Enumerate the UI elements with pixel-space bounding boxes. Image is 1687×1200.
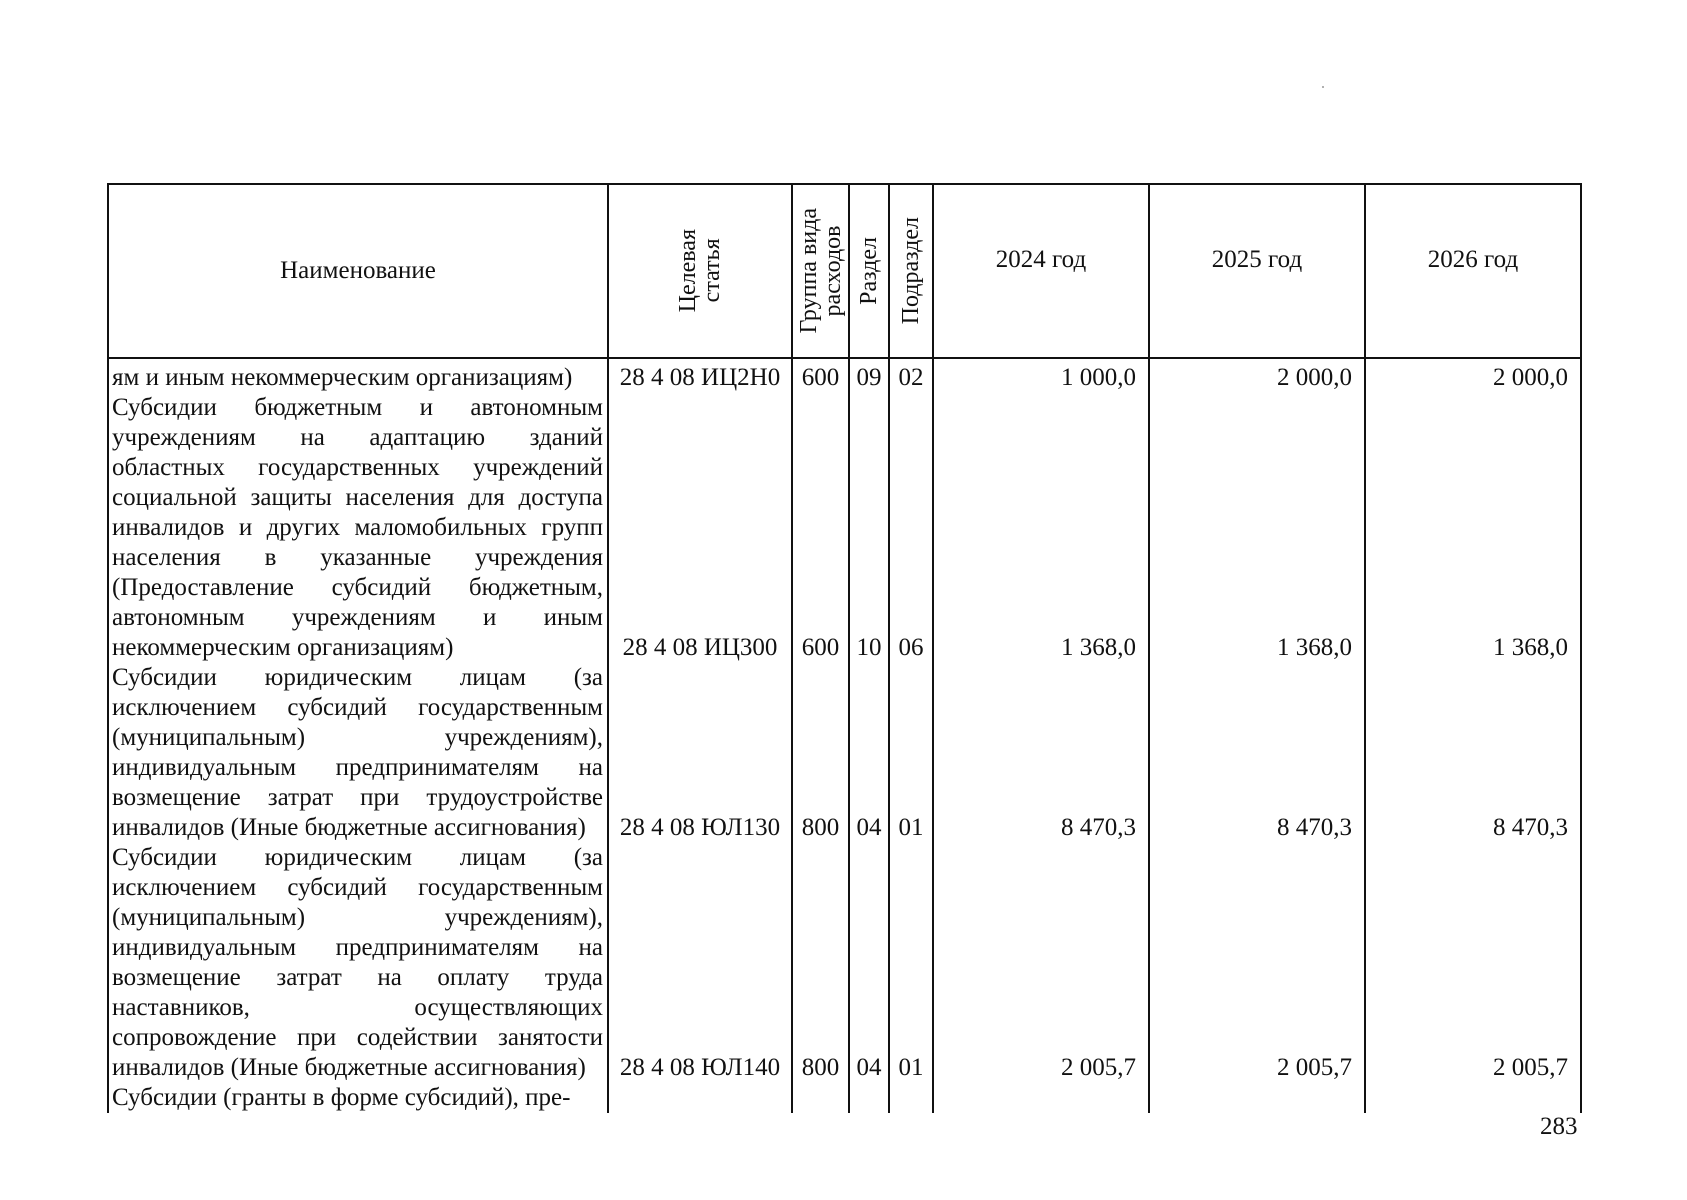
- header-2024: 2024 год: [933, 184, 1149, 358]
- row-2024: [933, 1083, 1149, 1113]
- row-section: 04: [849, 843, 889, 1083]
- header-name: Наименование: [108, 184, 608, 358]
- row-subsection: 06: [889, 393, 933, 663]
- row-subsection: 02: [889, 358, 933, 393]
- header-subsection: [889, 184, 933, 358]
- header-2025: 2025 год: [1149, 184, 1365, 358]
- header-2026: 2026 год: [1365, 184, 1581, 358]
- row-name: ям и иным некоммерческим организациям): [108, 358, 608, 393]
- header-group: [792, 184, 849, 358]
- header-section: [849, 184, 889, 358]
- row-2024: 1 000,0: [933, 358, 1149, 393]
- row-section: [849, 1083, 889, 1113]
- scan-speck: [1322, 86, 1324, 88]
- row-subsection: 01: [889, 663, 933, 843]
- budget-table: [107, 183, 1582, 1113]
- row-code: 28 4 08 ИЦ300: [608, 393, 792, 663]
- row-2025: 8 470,3: [1149, 663, 1365, 843]
- row-subsection: 01: [889, 843, 933, 1083]
- table-row: [108, 843, 1581, 1083]
- row-2026: [1365, 1083, 1581, 1113]
- row-group: 600: [792, 358, 849, 393]
- page-number: 283: [1540, 1113, 1578, 1140]
- row-code: [608, 1083, 792, 1113]
- row-name: Субсидии (гранты в форме субсидий), пре-: [108, 1083, 608, 1113]
- header-section-label: Раздел: [856, 237, 882, 305]
- row-group: [792, 1083, 849, 1113]
- row-subsection: [889, 1083, 933, 1113]
- row-2025: 2 005,7: [1149, 843, 1365, 1083]
- row-code: 28 4 08 ИЦ2Н0: [608, 358, 792, 393]
- row-2024: 8 470,3: [933, 663, 1149, 843]
- row-section: 10: [849, 393, 889, 663]
- row-2026: 1 368,0: [1365, 393, 1581, 663]
- table-row: [108, 358, 1581, 393]
- row-name: Субсидии юридическим лицам (за исключением субсидий государственным (муниципальным) учреждениям), индивидуальным предпринимателям на возмещение затрат на оплату труда наставников, осуществляющих сопровождение при содействии занятости инвалидов (Иные бюджетные ассигнования): [108, 843, 608, 1083]
- row-2024: 1 368,0: [933, 393, 1149, 663]
- header-code-label: Целевая статья: [675, 229, 725, 313]
- row-2025: 2 000,0: [1149, 358, 1365, 393]
- row-name: Субсидии бюджетным и автономным учреждениям на адаптацию зданий областных государственных учреждений социальной защиты населения для доступа инвалидов и других маломобильных групп населения в указанные учреждения (Предоставление субсидий бюджетным, автономным учреждениям и иным некоммерческим организациям): [108, 393, 608, 663]
- row-2025: 1 368,0: [1149, 393, 1365, 663]
- row-code: 28 4 08 ЮЛ130: [608, 663, 792, 843]
- row-name: Субсидии юридическим лицам (за исключением субсидий государственным (муниципальным) учреждениям), индивидуальным предпринимателям на возмещение затрат при трудоустройстве инвалидов (Иные бюджетные ассигнования): [108, 663, 608, 843]
- row-section: 09: [849, 358, 889, 393]
- row-code: 28 4 08 ЮЛ140: [608, 843, 792, 1083]
- header-code: [608, 184, 792, 358]
- row-group: 600: [792, 393, 849, 663]
- row-group: 800: [792, 663, 849, 843]
- header-row: [108, 184, 1581, 358]
- row-section: 04: [849, 663, 889, 843]
- row-group: 800: [792, 843, 849, 1083]
- row-2026: 8 470,3: [1365, 663, 1581, 843]
- row-2024: 2 005,7: [933, 843, 1149, 1083]
- table-row: [108, 393, 1581, 663]
- header-group-label: Группа вида расходов: [795, 208, 846, 334]
- row-2026: 2 005,7: [1365, 843, 1581, 1083]
- header-subsection-label: Подраздел: [898, 217, 924, 325]
- row-2026: 2 000,0: [1365, 358, 1581, 393]
- row-2025: [1149, 1083, 1365, 1113]
- table-row: [108, 1083, 1581, 1113]
- table-row: [108, 663, 1581, 843]
